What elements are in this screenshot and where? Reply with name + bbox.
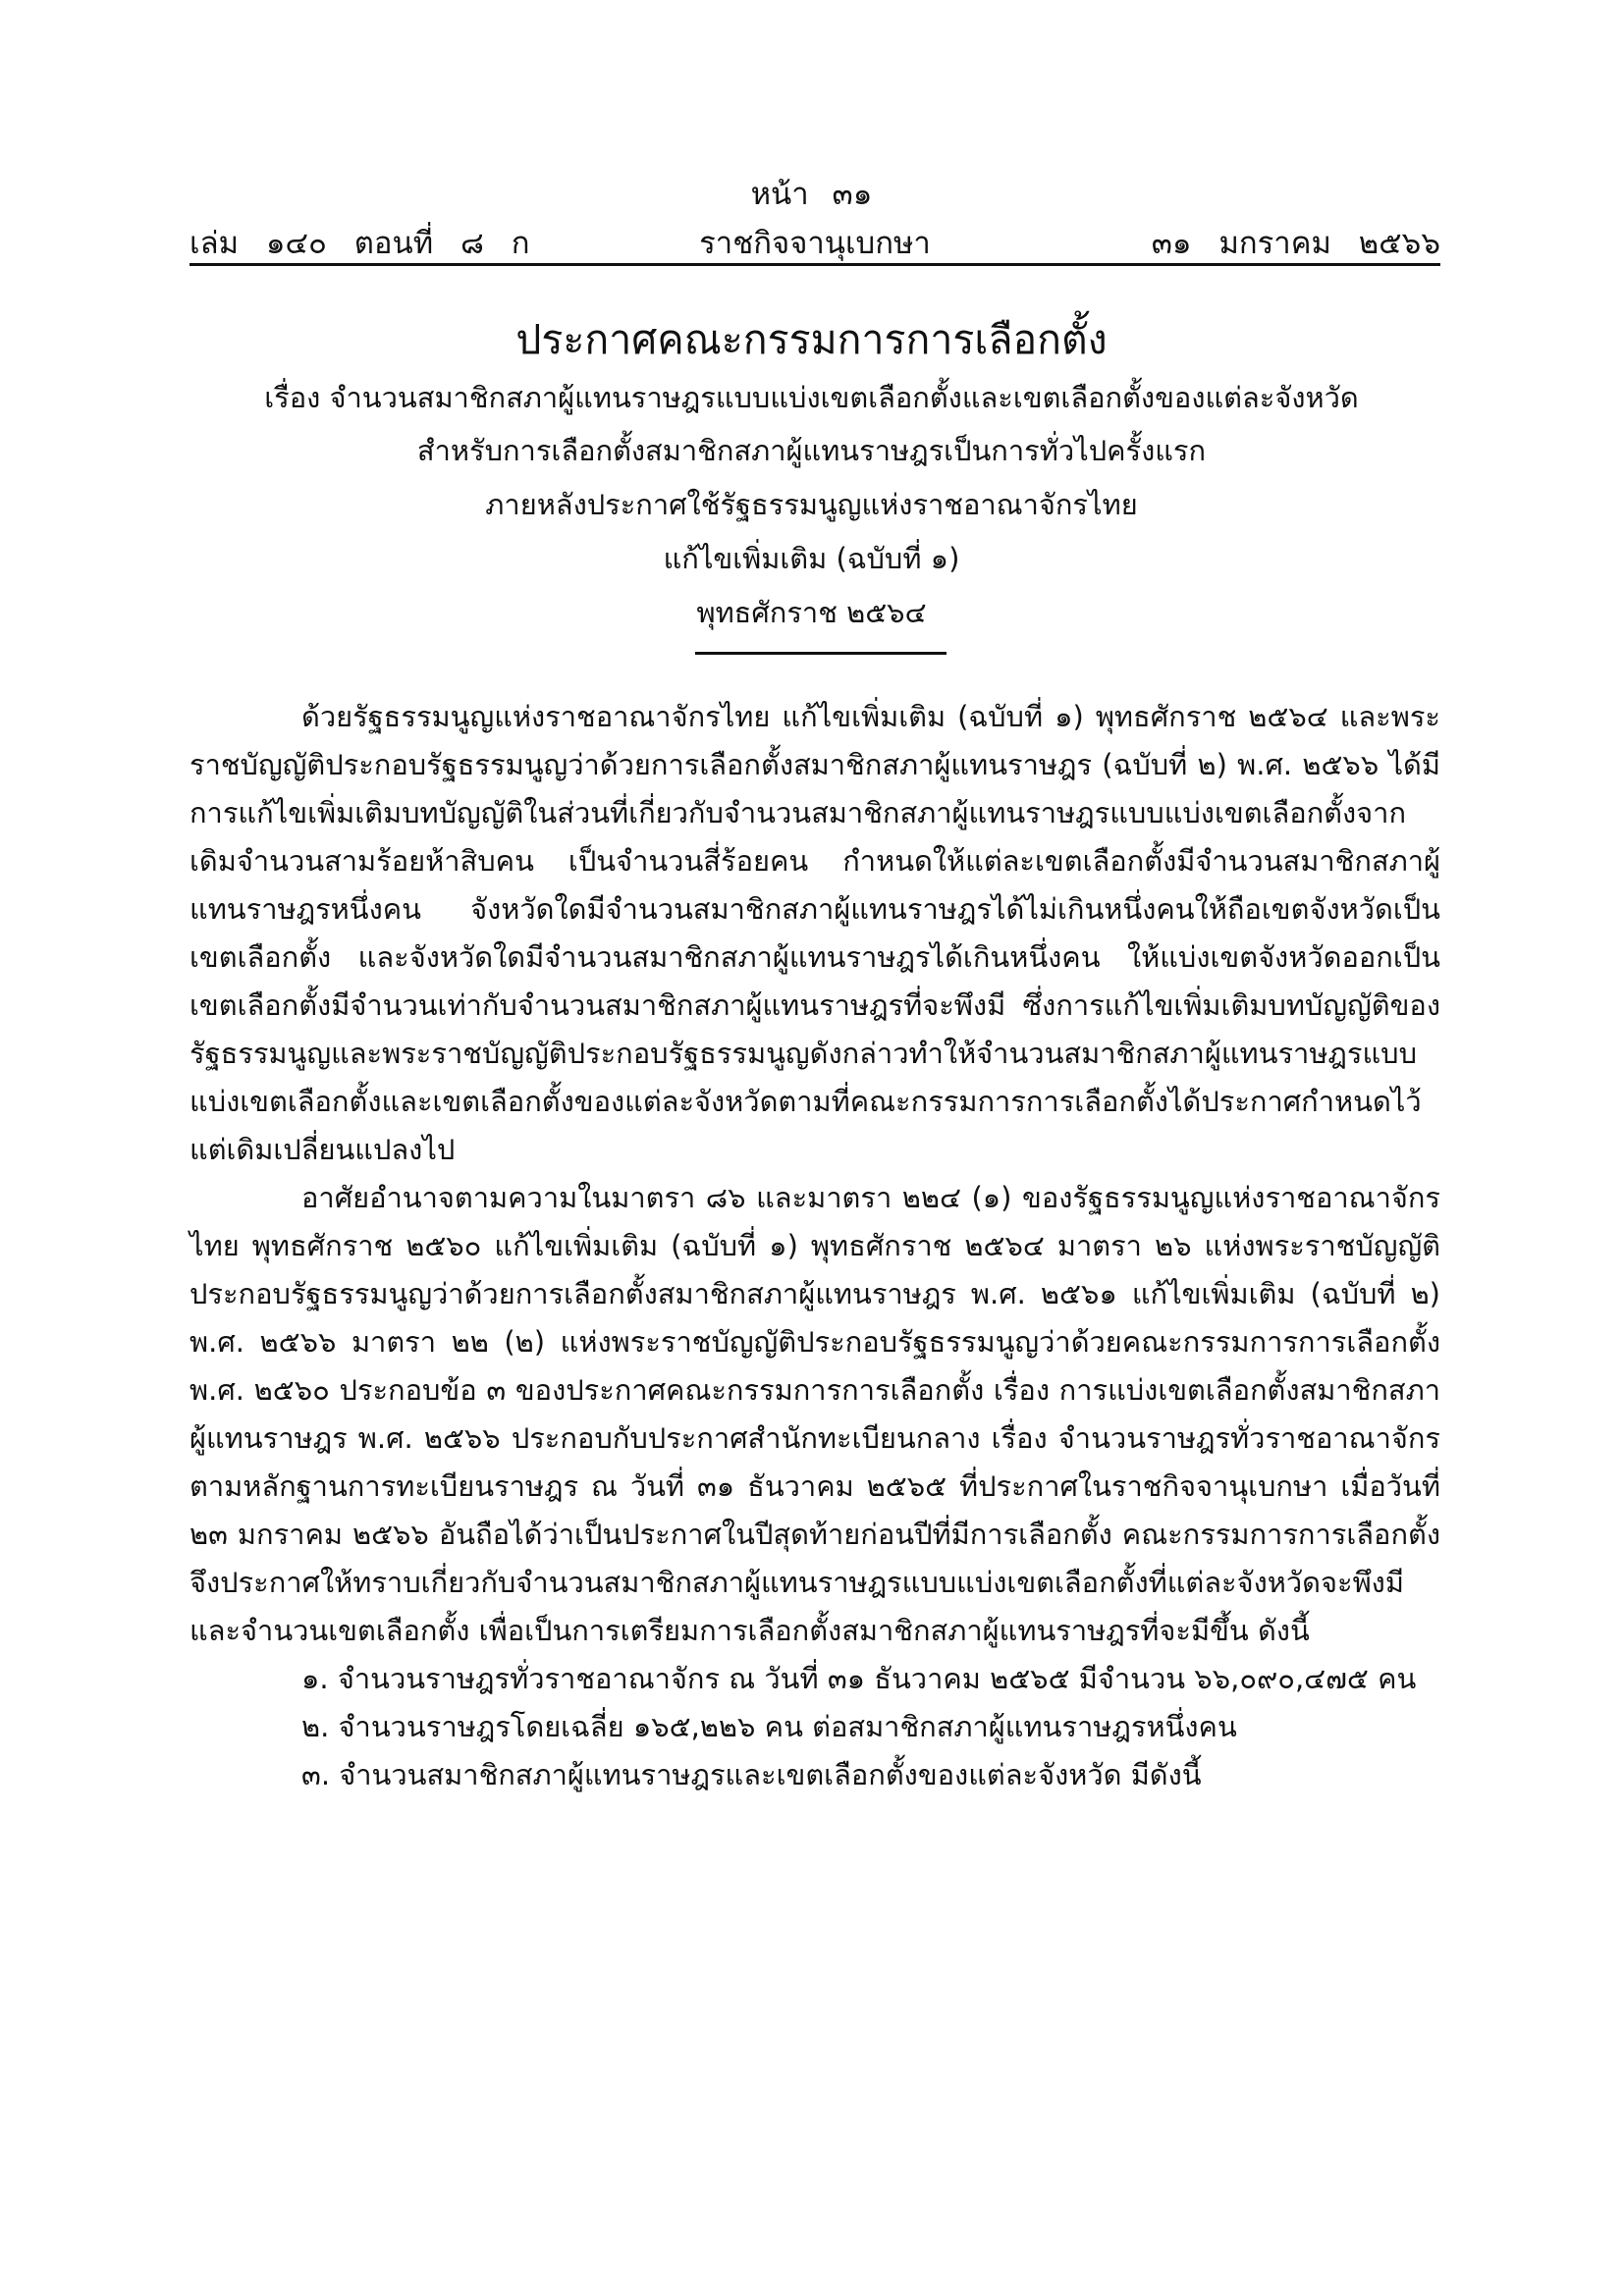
list-item-2: ๒. จำนวนราษฎรโดยเฉลี่ย ๑๖๕,๒๒๖ คน ต่อสมาชิกสภาผู้แทนราษฎรหนึ่งคน bbox=[301, 1710, 1237, 1743]
header-divider bbox=[189, 263, 1440, 266]
announcement-subject: เรื่อง จำนวนสมาชิกสภาผู้แทนราษฎรแบบแบ่งเขตเลือกตั้งและเขตเลือกตั้งของแต่ละจังหวัด bbox=[264, 381, 1359, 414]
body-paragraph-2: อาศัยอำนาจตามความในมาตรา ๘๖ และมาตรา ๒๒๔ (๑) ของรัฐธรรมนูญแห่งราชอาณาจักรไทย พุทธศักราช ๒๕๖๐ แก้ไขเพิ่มเติม (ฉบับที่ ๑) พุทธศักราช ๒๕๖๔ มาตรา ๒๖ แห่งพระราชบัญญัติประกอบรัฐธรรมนูญว่าด้วยการเลือกตั้งสมาชิกสภาผู้แทนราษฎร พ.ศ. ๒๕๖๑ แก้ไขเพิ่มเติม (ฉบับที่ ๒) พ.ศ. ๒๕๖๖ มาตรา ๒๒ (๒) แห่งพระราชบัญญัติประกอบรัฐธรรมนูญว่าด้วยคณะกรรมการการเลือกตั้ง พ.ศ. ๒๕๖๐ ประกอบข้อ ๓ ของประกาศคณะกรรมการการเลือกตั้ง เรื่อง การแบ่งเขตเลือกตั้งสมาชิกสภาผู้แทนราษฎร พ.ศ. ๒๕๖๖ ประกอบกับประกาศสำนักทะเบียนกลาง เรื่อง จำนวนราษฎรทั่วราชอาณาจักร ตามหลักฐานการทะเบียนราษฎร ณ วันที่ ๓๑ ธันวาคม ๒๕๖๕ ที่ประกาศในราชกิจจานุเบกษา เมื่อวันที่ ๒๓ มกราคม ๒๕๖๖ อันถือได้ว่าเป็นประกาศในปีสุดท้ายก่อนปีที่มีการเลือกตั้ง คณะกรรมการการเลือกตั้งจึงประกาศให้ทราบเกี่ยวกับจำนวนสมาชิกสภาผู้แทนราษฎรแบบแบ่งเขตเลือกตั้งที่แต่ละจังหวัดจะพึงมีและจำนวนเขตเลือกตั้ง เพื่อเป็นการเตรียมการเลือกตั้งสมาชิกสภาผู้แทนราษฎรที่จะมีขึ้น ดังนี้ bbox=[189, 1181, 1440, 1647]
publication-date: ๓๑ มกราคม ๒๕๖๖ bbox=[1151, 226, 1440, 261]
list-item-1: ๑. จำนวนราษฎรทั่วราชอาณาจักร ณ วันที่ ๓๑ ธันวาคม ๒๕๖๕ มีจำนวน ๖๖,๐๙๐,๔๗๕ คน bbox=[301, 1662, 1417, 1695]
running-header bbox=[189, 218, 1440, 261]
page-number: หน้า ๓๑ bbox=[750, 177, 873, 212]
body-paragraph-1: ด้วยรัฐธรรมนูญแห่งราชอาณาจักรไทย แก้ไขเพิ่มเติม (ฉบับที่ ๑) พุทธศักราช ๒๕๖๔ และพระราชบัญญัติประกอบรัฐธรรมนูญว่าด้วยการเลือกตั้งสมาชิกสภาผู้แทนราษฎร (ฉบับที่ ๒) พ.ศ. ๒๕๖๖ ได้มีการแก้ไขเพิ่มเติมบทบัญญัติในส่วนที่เกี่ยวกับจำนวนสมาชิกสภาผู้แทนราษฎรแบบแบ่งเขตเลือกตั้งจากเดิมจำนวนสามร้อยห้าสิบคน เป็นจำนวนสี่ร้อยคน กำหนดให้แต่ละเขตเลือกตั้งมีจำนวนสมาชิกสภาผู้แทนราษฎรหนึ่งคน จังหวัดใดมีจำนวนสมาชิกสภาผู้แทนราษฎรได้ไม่เกินหนึ่งคนให้ถือเขตจังหวัดเป็นเขตเลือกตั้ง และจังหวัดใดมีจำนวนสมาชิกสภาผู้แทนราษฎรได้เกินหนึ่งคน ให้แบ่งเขตจังหวัดออกเป็นเขตเลือกตั้งมีจำนวนเท่ากับจำนวนสมาชิกสภาผู้แทนราษฎรที่จะพึงมี ซึ่งการแก้ไขเพิ่มเติมบทบัญญัติของรัฐธรรมนูญและพระราชบัญญัติประกอบรัฐธรรมนูญดังกล่าวทำให้จำนวนสมาชิกสภาผู้แทนราษฎรแบบแบ่งเขตเลือกตั้งและเขตเลือกตั้งของแต่ละจังหวัดตามที่คณะกรรมการการเลือกตั้งได้ประกาศกำหนดไว้แต่เดิมเปลี่ยนแปลงไป bbox=[189, 700, 1440, 1166]
announcement-year: พุทธศักราช ๒๕๖๔ bbox=[696, 596, 927, 629]
announcement-subject-line-4: แก้ไขเพิ่มเติม (ฉบับที่ ๑) bbox=[663, 542, 960, 575]
title-divider bbox=[695, 652, 947, 655]
gazette-name: ราชกิจจานุเบกษา bbox=[699, 226, 931, 261]
announcement-subject-line-3: ภายหลังประกาศใช้รัฐธรรมนูญแห่งราชอาณาจักรไทย bbox=[485, 488, 1138, 521]
announcement-body bbox=[189, 693, 1440, 1799]
volume-issue: เล่ม ๑๔๐ ตอนที่ ๘ ก bbox=[189, 226, 530, 261]
announcement-title: ประกาศคณะกรรมการการเลือกตั้ง bbox=[515, 316, 1108, 363]
list-item-3: ๓. จำนวนสมาชิกสภาผู้แทนราษฎรและเขตเลือกตั้งของแต่ละจังหวัด มีดังนี้ bbox=[301, 1758, 1202, 1791]
announcement-subject-line-2: สำหรับการเลือกตั้งสมาชิกสภาผู้แทนราษฎรเป็นการทั่วไปครั้งแรก bbox=[416, 434, 1207, 467]
